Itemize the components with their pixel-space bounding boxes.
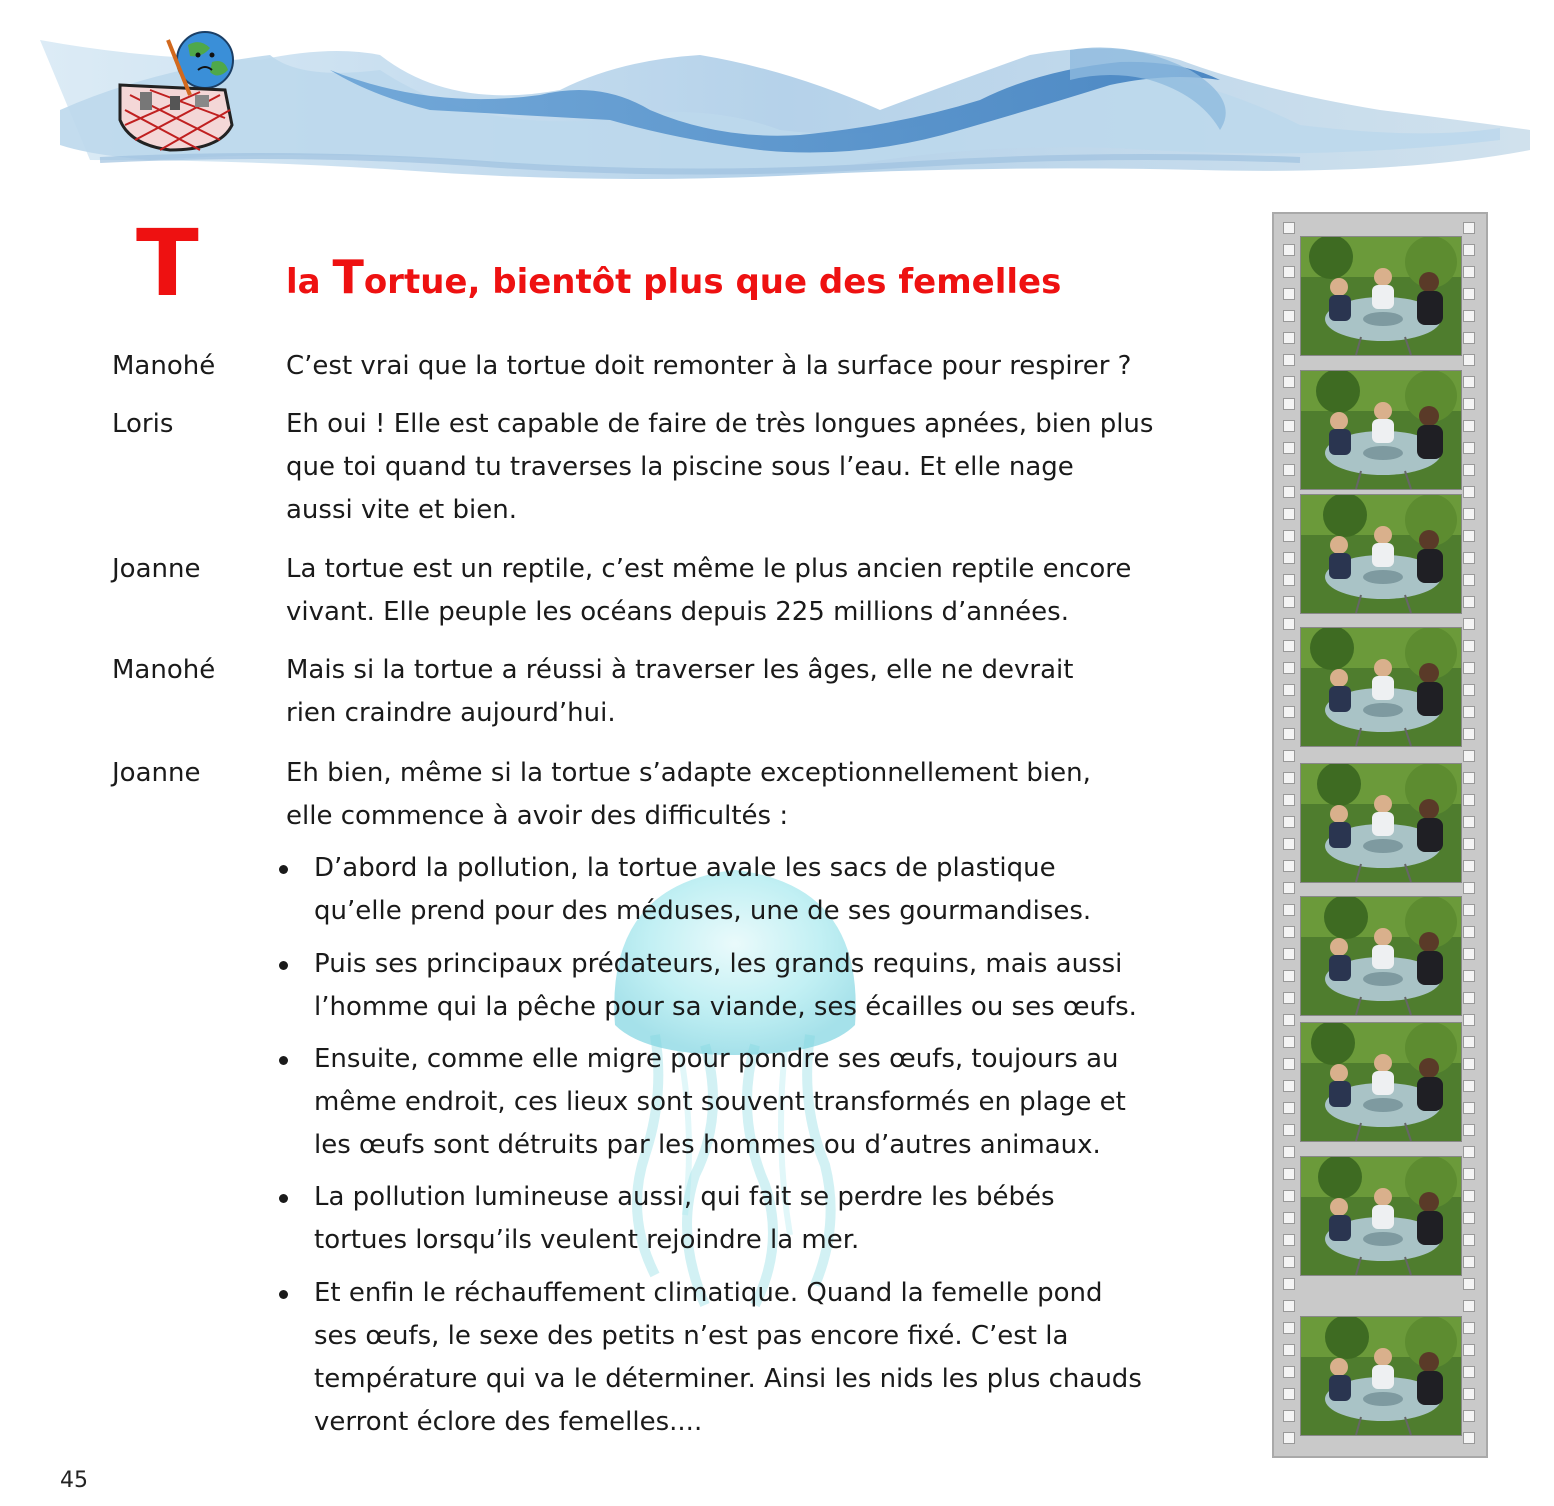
speech-line: Eh bien, même si la tortue s’adapte exceptionnellement bien, xyxy=(286,758,1091,788)
speech-line: Eh oui ! Elle est capable de faire de très longues apnées, bien plus xyxy=(286,409,1154,439)
speech-line: aussi vite et bien. xyxy=(286,495,517,525)
list-line: D’abord la pollution, la tortue avale les sacs de plastique xyxy=(314,853,1056,883)
speaker-name: Manohé xyxy=(112,655,216,685)
speech-text xyxy=(286,752,1266,838)
bullet-icon xyxy=(279,1290,288,1299)
drop-letter: T xyxy=(136,210,199,317)
list-line: température qui va le déterminer. Ainsi les nids les plus chauds xyxy=(314,1364,1142,1394)
speaker-name: Manohé xyxy=(112,351,216,381)
list-line: Ensuite, comme elle migre pour pondre ses œufs, toujours au xyxy=(314,1044,1119,1074)
speech-text xyxy=(286,403,1266,532)
list-line: ses œufs, le sexe des petits n’est pas encore fixé. C’est la xyxy=(314,1321,1069,1351)
speech-line: que toi quand tu traverses la piscine sous l’eau. Et elle nage xyxy=(286,452,1074,482)
list-item-text xyxy=(314,943,1137,1029)
list-line: verront éclore des femelles.... xyxy=(314,1407,703,1437)
bullet-icon xyxy=(279,865,288,874)
speaker-name: Joanne xyxy=(112,758,201,788)
list-line: les œufs sont détruits par les hommes ou d’autres animaux. xyxy=(314,1130,1101,1160)
list-line: qu’elle prend pour des méduses, une de ses gourmandises. xyxy=(314,896,1092,926)
list-item-text xyxy=(314,1038,1126,1167)
speech-line: C’est vrai que la tortue doit remonter à la surface pour respirer ? xyxy=(286,351,1132,381)
bullet-icon xyxy=(279,1056,288,1065)
speech-text xyxy=(286,345,1266,388)
speech-line: vivant. Elle peuple les océans depuis 225 millions d’années. xyxy=(286,597,1069,627)
list-line: même endroit, ces lieux sont souvent transformés en plage et xyxy=(314,1087,1126,1117)
speech-line: La tortue est un reptile, c’est même le plus ancien reptile encore xyxy=(286,554,1132,584)
bullet-icon xyxy=(279,1194,288,1203)
speech-line: Mais si la tortue a réussi à traverser les âges, elle ne devrait xyxy=(286,655,1074,685)
speech-text xyxy=(286,649,1266,735)
list-line: La pollution lumineuse aussi, qui fait se perdre les bébés xyxy=(314,1182,1055,1212)
bullet-icon xyxy=(279,961,288,970)
speech-line: elle commence à avoir des difficultés : xyxy=(286,801,789,831)
speaker-name: Loris xyxy=(112,409,174,439)
list-item-text xyxy=(314,847,1091,933)
title-rest: ortue, bientôt plus que des femelles xyxy=(363,262,1062,302)
list-item-text xyxy=(314,1176,1055,1262)
speech-line: rien craindre aujourd’hui. xyxy=(286,698,616,728)
list-line: Puis ses principaux prédateurs, les grands requins, mais aussi xyxy=(314,949,1123,979)
page-number: 45 xyxy=(60,1468,88,1493)
page-title xyxy=(286,250,1061,305)
list-line: tortues lorsqu’ils veulent rejoindre la mer. xyxy=(314,1225,860,1255)
speech-text xyxy=(286,548,1266,634)
list-line: l’homme qui la pêche pour sa viande, ses écailles ou ses œufs. xyxy=(314,992,1137,1022)
speaker-name: Joanne xyxy=(112,554,201,584)
list-item-text xyxy=(314,1272,1142,1444)
title-prefix: la xyxy=(286,262,333,302)
list-line: Et enfin le réchauffement climatique. Quand la femelle pond xyxy=(314,1278,1103,1308)
title-capital: T xyxy=(332,250,364,304)
